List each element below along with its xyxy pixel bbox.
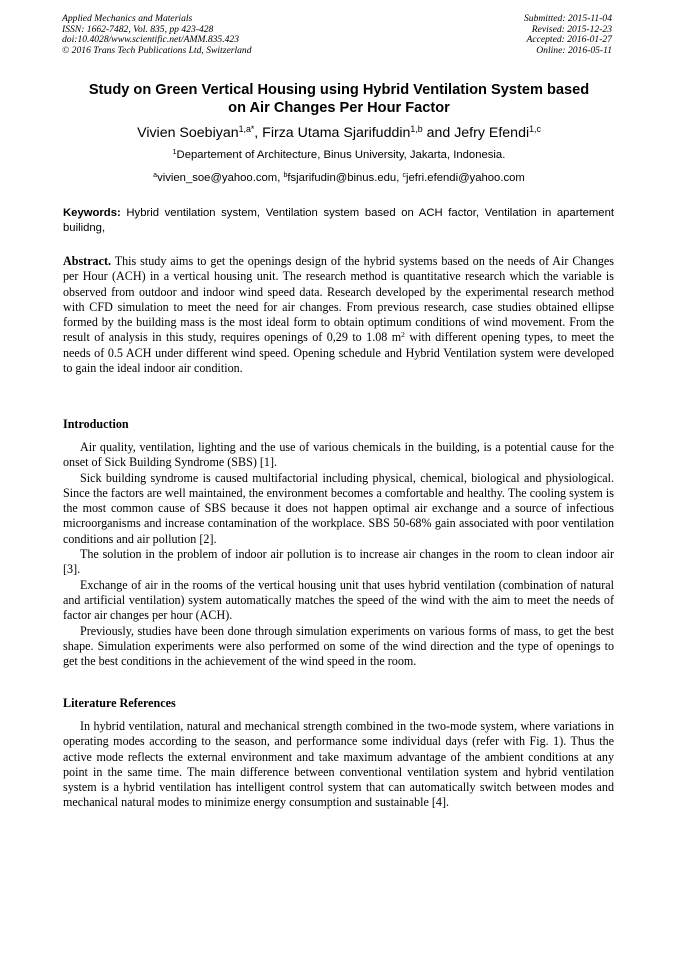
- submitted-date: Submitted: 2015-11-04: [523, 13, 612, 24]
- abstract-text-end: with different opening types, to meet the needs of 0.5 ACH under different wind speed. Opening schedule and Hybrid Ventilation system were developed to gain the ideal indoor air condition.: [63, 330, 614, 376]
- paragraph: Previously, studies have been done through simulation experiments on various forms of mass, to get the best shape. Simulation experiments were also performed on some of the wind direction and the type of openings to get the best conditions in the achievement of the wind speed in the room.: [63, 623, 614, 669]
- email-link[interactable]: jefri.efendi@yahoo.com: [405, 172, 525, 184]
- paper-title: [40, 81, 638, 117]
- paragraph: Sick building syndrome is caused multifactorial including physical, chemical, biological and physiological. Since the factors are well maintained, the environment becomes a comfortable and healthy. The cooling system is the most common cause of SBS because it does not happen optimal air exchange and a source of infectious microorganisms and increase contamination of the workplace. SBS 50-68% gain associated with poor ventilation conditions and air pollution [2].: [63, 470, 614, 546]
- abstract-text: This study aims to get the openings design of the hybrid systems based on the needs of Air Changes per Hour (ACH) in a vertical housing unit. The research method is quantitative research which the variable is observed from outdoor and indoor wind speed data. Research developed by the experimental research method with CFD simulation to meet the need for air changes. From previous research, case studies obtained ellipse formed by the building mass is the most ideal form to obtain optimum conditions of wind movement. From the result of analysis in this study, requires openings of 0,29 to 1.08 m: [63, 254, 614, 345]
- journal-doi[interactable]: doi:10.4028/www.scientific.net/AMM.835.423: [62, 34, 240, 46]
- email-link[interactable]: vivien_soe@yahoo.com: [157, 172, 278, 184]
- introduction-body: [63, 440, 614, 669]
- journal-name: Applied Mechanics and Materials: [62, 13, 193, 24]
- affiliation: [40, 148, 638, 162]
- section-heading-introduction: Introduction: [63, 417, 129, 431]
- paragraph: The solution in the problem of indoor air pollution is to increase air changes in the room to clean indoor air [3].: [63, 547, 614, 577]
- author-sup: 1,c: [529, 124, 541, 135]
- keywords: [63, 206, 614, 237]
- abstract-sup: 2: [401, 330, 405, 340]
- title-line-1: Study on Green Vertical Housing using Hybrid Ventilation System based: [88, 82, 590, 98]
- online-date: Online: 2016-05-11: [536, 44, 612, 56]
- journal-copyright: © 2016 Trans Tech Publications Ltd, Switzerland: [62, 44, 252, 56]
- email-sup: a: [153, 172, 158, 180]
- paragraph: In hybrid ventilation, natural and mechanical strength combined in the two-mode system, where variations in operating modes according to the season, and performance some individual days (refer with Fig. 1). Thus the active mode reflects the external environment and take maximum advantage of the ambient conditions at any point in the same time. The main difference between conventional ventilation system and hybrid ventilation system is a hybrid ventilation has intelligent control system that can automatically switch between modes and mechanical natural modes to minimize energy consumption and sustainable [4].: [63, 719, 614, 810]
- literature-body: [63, 719, 614, 811]
- keywords-label: Keywords:: [63, 207, 121, 219]
- author-sup: 1,a*: [238, 124, 255, 135]
- author-sep: and: [422, 125, 455, 141]
- affiliation-sup: 1: [172, 149, 177, 157]
- section-heading-literature: Literature References: [63, 696, 176, 710]
- email-sup: c: [402, 172, 406, 180]
- author-name: Firza Utama Sjarifuddin: [262, 125, 411, 141]
- affiliation-text: Departement of Architecture, Binus University, Jakarta, Indonesia.: [176, 149, 506, 161]
- email-list: [40, 171, 638, 185]
- accepted-date: Accepted: 2016-01-27: [526, 34, 612, 46]
- author-name: Jefry Efendi: [454, 125, 530, 141]
- revised-date: Revised: 2015-12-23: [531, 23, 612, 35]
- journal-info: [62, 14, 252, 56]
- author-list: [40, 124, 638, 142]
- title-line-2: on Air Changes Per Hour Factor: [228, 100, 450, 116]
- author-sup: 1,b: [410, 124, 423, 135]
- abstract: [63, 254, 614, 376]
- submission-dates: [524, 14, 612, 56]
- email-sup: b: [283, 172, 288, 180]
- author-name: Vivien Soebiyan: [137, 125, 239, 141]
- keywords-text: Hybrid ventilation system, Ventilation system based on ACH factor, Ventilation in apartement builidng,: [63, 207, 614, 235]
- email-sep: ,: [396, 172, 403, 184]
- author-sep: ,: [254, 125, 263, 141]
- paragraph: Air quality, ventilation, lighting and the use of various chemicals in the building, is a potential cause for the onset of Sick Building Syndrome (SBS) [1].: [63, 440, 614, 470]
- journal-issn: ISSN: 1662-7482, Vol. 835, pp 423-428: [62, 23, 214, 35]
- email-sep: ,: [277, 172, 284, 184]
- abstract-label: Abstract.: [63, 254, 112, 268]
- email-link[interactable]: fsjarifudin@binus.edu: [287, 172, 397, 184]
- paragraph: Exchange of air in the rooms of the vertical housing unit that uses hybrid ventilation (combination of natural and artificial ventilation) system automatically matches the speed of the wind with the aim to meet the needs of factor air changes per hour (ACH).: [63, 577, 614, 623]
